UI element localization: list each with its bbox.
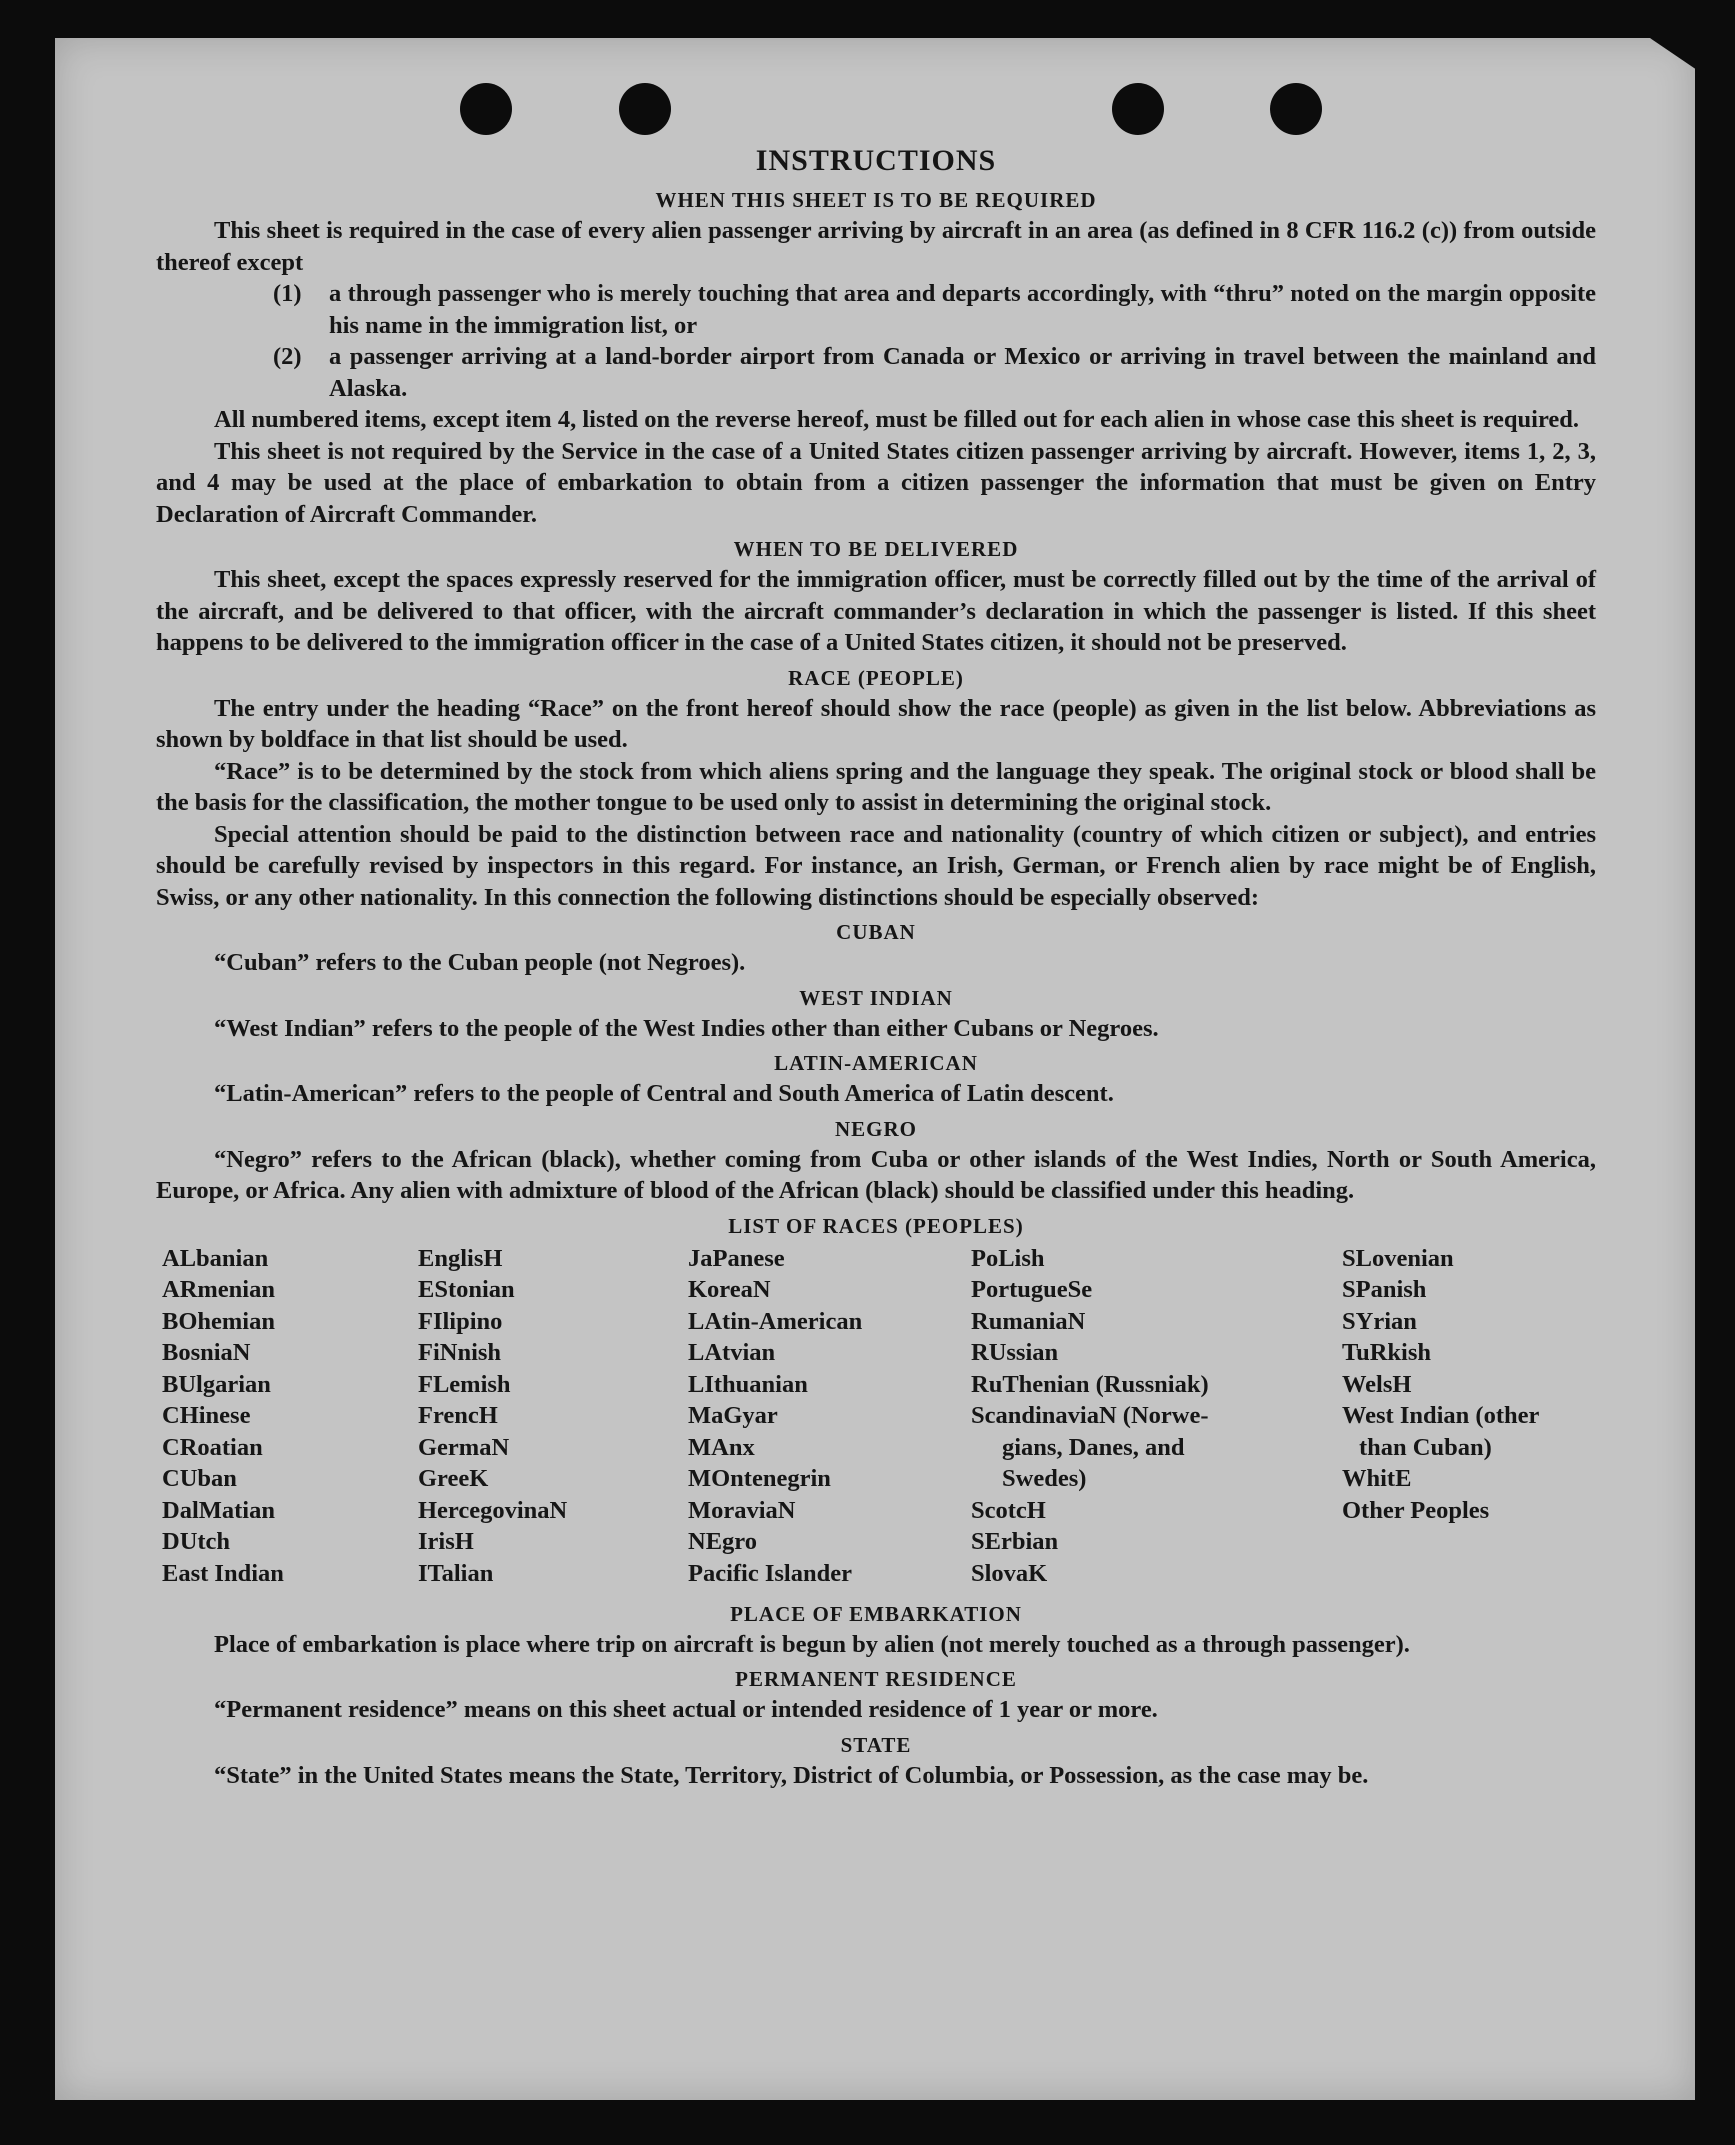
race-entry: DalMatian <box>162 1496 275 1524</box>
race-entry: RumaniaN <box>971 1307 1086 1335</box>
race-entry: LAtvian <box>688 1339 776 1366</box>
embarkation-definition: Place of embarkation is place where trip on aircraft is begun by alien (not merely touched as a through passenger). <box>214 1630 1410 1658</box>
race-entry: FrencH <box>418 1402 498 1429</box>
races-list <box>156 1243 1596 1595</box>
race-paragraph-2: “Race” is to be determined by the stock from which aliens spring and the language they speak. The original stock or blood shall be the basis for the classification, the mother tongue to be used only to assist in determining the original stock. <box>156 757 1596 816</box>
race-entry: MaGyar <box>688 1402 778 1429</box>
races-column <box>1342 1243 1539 1527</box>
race-entry-continued: than Cuban) <box>1359 1433 1492 1461</box>
race-entry: SPanish <box>1342 1276 1427 1303</box>
race-entry: ScotcH <box>971 1496 1046 1524</box>
residence-definition: “Permanent residence” means on this sheet actual or intended residence of 1 year or more. <box>214 1696 1158 1723</box>
race-entry: SYrian <box>1342 1307 1417 1335</box>
races-column <box>688 1243 862 1590</box>
race-entry: BOhemian <box>162 1307 275 1335</box>
race-entry: SLovenian <box>1342 1244 1454 1272</box>
cuban-definition: “Cuban” refers to the Cuban people (not Negroes). <box>214 949 746 976</box>
race-entry: JaPanese <box>688 1244 785 1272</box>
race-entry: WelsH <box>1342 1370 1412 1398</box>
race-entry: SlovaK <box>971 1559 1048 1587</box>
page-title: INSTRUCTIONS <box>755 144 997 177</box>
race-entry: BUlgarian <box>162 1370 271 1398</box>
race-entry: TuRkish <box>1342 1339 1432 1366</box>
required-intro: This sheet is required in the case of every alien passenger arriving by aircraft in an area (as defined in 8 CFR 116.2 (c)) from outside thereof except <box>156 217 1596 276</box>
punch-hole <box>460 83 512 135</box>
race-entry: MoraviaN <box>688 1496 796 1524</box>
race-paragraph-1: The entry under the heading “Race” on the front hereof should show the race (people) as given in the list below. Abbreviations as shown by boldface in that list should be used. <box>156 694 1596 753</box>
exception-item <box>273 278 1596 341</box>
section-heading-state: STATE <box>840 1732 912 1757</box>
race-entry: LIthuanian <box>688 1370 808 1398</box>
races-column <box>418 1243 567 1590</box>
instructions-content <box>156 141 1596 1791</box>
race-entry: CUban <box>162 1465 237 1492</box>
required-paragraph-2: All numbered items, except item 4, listed on the reverse hereof, must be filled out for each alien in whose case this sheet is required. <box>214 406 1580 433</box>
required-paragraph-3: This sheet is not required by the Service in the case of a United States citizen passenger arriving by aircraft. However, items 1, 2, 3, and 4 may be used at the place of embarkation to obtain from a citizen passenger the information that must be given on Entry Declaration of Aircraft Commander. <box>156 437 1596 528</box>
race-entry: EStonian <box>418 1276 515 1303</box>
race-entry: CHinese <box>162 1402 251 1429</box>
race-entry: West Indian (other <box>1342 1402 1540 1429</box>
race-entry: FLemish <box>418 1370 511 1398</box>
punch-hole <box>1112 83 1164 135</box>
section-heading-negro: NEGRO <box>834 1116 917 1141</box>
item-text: a passenger arriving at a land-border airport from Canada or Mexico or arriving in travel between the mainland and Alaska. <box>329 343 1596 402</box>
race-entry: East Indian <box>162 1559 284 1587</box>
section-heading-required: WHEN THIS SHEET IS TO BE REQUIRED <box>655 188 1097 212</box>
race-entry: HercegovinaN <box>418 1496 568 1524</box>
race-entry: MAnx <box>688 1433 755 1461</box>
race-entry: ITalian <box>418 1559 494 1587</box>
race-entry-continued: Swedes) <box>1002 1465 1087 1492</box>
section-heading-embarkation: PLACE OF EMBARKATION <box>730 1601 1022 1626</box>
punch-hole <box>619 83 671 135</box>
race-entry: FiNnish <box>418 1339 502 1366</box>
race-paragraph-3: Special attention should be paid to the distinction between race and nationality (country of which citizen or subject), and entries should be carefully revised by inspectors in this regard. For instance, an Irish, German, or French alien by race might be of English, Swiss, or any other nationality. In this connection the following distinctions should be especially observed: <box>156 820 1596 911</box>
west-indian-definition: “West Indian” refers to the people of the West Indies other than either Cubans or Negroes. <box>214 1014 1159 1042</box>
race-entry: FIlipino <box>418 1307 503 1335</box>
latin-american-definition: “Latin-American” refers to the people of Central and South America of Latin descent. <box>214 1080 1114 1107</box>
item-number: (1) <box>273 280 302 307</box>
races-column <box>971 1243 1209 1590</box>
race-entry: SErbian <box>971 1528 1059 1555</box>
race-entry: ScandinaviaN (Norwe- <box>971 1402 1209 1429</box>
race-entry: Pacific Islander <box>688 1559 852 1587</box>
race-entry: PortugueSe <box>971 1276 1093 1303</box>
list-of-races-heading: LIST OF RACES (PEOPLES) <box>728 1213 1024 1238</box>
race-entry: GermaN <box>418 1433 510 1461</box>
exception-item <box>273 341 1596 404</box>
race-entry: ARmenian <box>162 1276 275 1303</box>
race-entry: IrisH <box>418 1528 474 1555</box>
section-heading-west-indian: WEST INDIAN <box>799 985 953 1010</box>
race-entry: LAtin-American <box>688 1307 863 1335</box>
races-column <box>162 1243 284 1590</box>
state-definition: “State” in the United States means the State, Territory, District of Columbia, or Possession, as the case may be. <box>214 1761 1369 1789</box>
race-entry: NEgro <box>688 1528 757 1555</box>
race-entry: KoreaN <box>688 1276 771 1303</box>
negro-definition: “Negro” refers to the African (black), whether coming from Cuba or other islands of the West Indies, North or South America, Europe, or Africa. Any alien with admixture of blood of the African (black) should be classified under this heading. <box>156 1145 1596 1204</box>
race-entry: DUtch <box>162 1528 231 1555</box>
race-entry: EnglisH <box>418 1244 503 1272</box>
race-entry: Other Peoples <box>1342 1496 1490 1524</box>
delivered-paragraph: This sheet, except the spaces expressly reserved for the immigration officer, must be correctly filled out by the time of the arrival of the aircraft, and be delivered to that officer, with the aircraft commander’s declaration in which the passenger is listed. If this sheet happens to be delivered to the immigration officer in the case of a United States citizen, it should not be preserved. <box>156 566 1596 656</box>
document-page <box>55 38 1695 2100</box>
race-entry: BosniaN <box>162 1339 251 1366</box>
section-heading-latin-american: LATIN-AMERICAN <box>774 1051 978 1075</box>
section-heading-residence: PERMANENT RESIDENCE <box>735 1667 1017 1691</box>
race-entry: MOntenegrin <box>688 1465 831 1492</box>
race-entry: CRoatian <box>162 1433 263 1461</box>
race-entry: PoLish <box>971 1244 1045 1272</box>
section-heading-race: RACE (PEOPLE) <box>788 665 964 690</box>
race-entry-continued: gians, Danes, and <box>1002 1433 1185 1461</box>
race-entry: ALbanian <box>162 1244 269 1272</box>
race-entry: RUssian <box>971 1339 1059 1366</box>
item-text: a through passenger who is merely touching that area and departs accordingly, with “thru” noted on the margin opposite his name in the immigration list, or <box>329 280 1596 339</box>
punch-hole <box>1270 83 1322 135</box>
section-heading-cuban: CUBAN <box>836 920 916 944</box>
section-heading-delivered: WHEN TO BE DELIVERED <box>733 537 1019 561</box>
item-number: (2) <box>273 343 302 370</box>
race-entry: GreeK <box>418 1465 489 1492</box>
torn-corner <box>1647 36 1697 70</box>
race-entry: RuThenian (Russniak) <box>971 1370 1209 1398</box>
race-entry: WhitE <box>1342 1465 1412 1492</box>
